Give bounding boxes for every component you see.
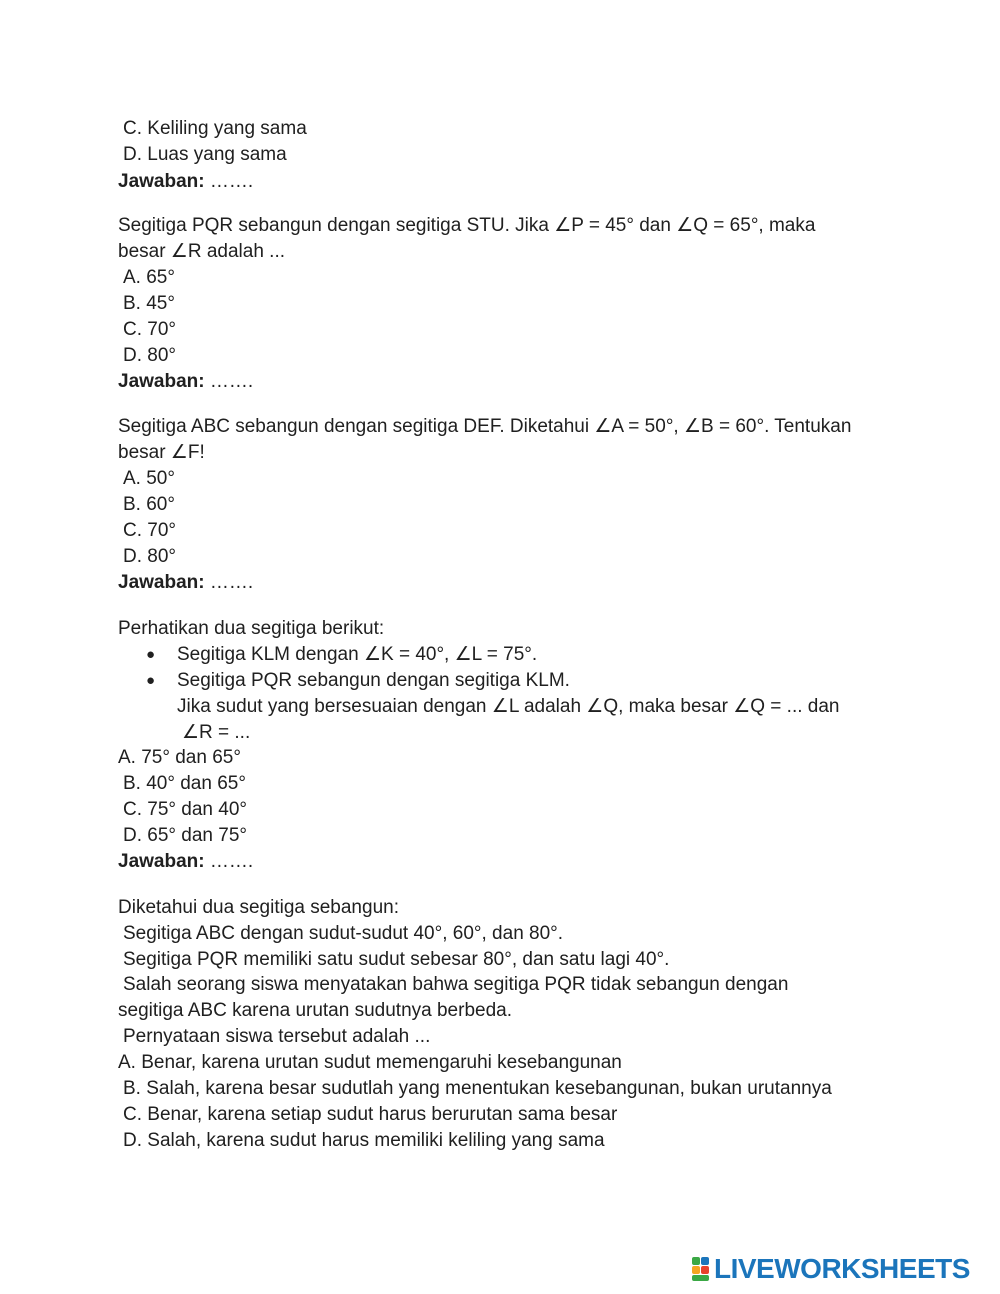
q5-line-2: Segitiga PQR memiliki satu sudut sebesar 80°, dan satu lagi 40°. <box>123 949 670 970</box>
answer-label: Jawaban: <box>118 171 205 192</box>
q3-option-b: B. 60° <box>123 494 175 515</box>
q2-option-c: C. 70° <box>123 319 177 340</box>
q3-option-d: D. 80° <box>123 546 177 567</box>
q1-option-d: D. Luas yang sama <box>123 144 287 165</box>
q4-bullet-2: Segitiga PQR sebangun dengan segitiga KLM. <box>177 670 570 691</box>
q3-answer <box>118 570 253 596</box>
q3-text-line-1: Segitiga ABC sebangun dengan segitiga DEF. Diketahui ∠A = 50°, ∠B = 60°. Tentukan <box>118 416 852 437</box>
liveworksheets-logo <box>692 1254 970 1284</box>
q3-text-line-2: besar ∠F! <box>118 442 205 463</box>
q5-line-3: Salah seorang siswa menyatakan bahwa segitiga PQR tidak sebangun dengan <box>123 974 789 995</box>
q5-option-b: B. Salah, karena besar sudutlah yang menentukan kesebangunan, bukan urutannya <box>123 1078 832 1099</box>
q2-text-line-2: besar ∠R adalah ... <box>118 241 286 262</box>
q3-option-c: C. 70° <box>123 520 177 541</box>
q2-text-line-1: Segitiga PQR sebangun dengan segitiga STU. Jika ∠P = 45° dan ∠Q = 65°, maka <box>118 215 816 236</box>
bullet-icon: ● <box>146 646 156 663</box>
q2-option-a: A. 65° <box>123 267 175 288</box>
q5-option-a: A. Benar, karena urutan sudut memengaruhi kesebangunan <box>118 1052 622 1073</box>
q5-option-d: D. Salah, karena sudut harus memiliki keliling yang sama <box>123 1130 605 1151</box>
answer-blank[interactable]: ……. <box>204 851 254 872</box>
q5-option-c: C. Benar, karena setiap sudut harus berurutan sama besar <box>123 1104 618 1125</box>
answer-blank[interactable]: ……. <box>204 171 254 192</box>
answer-label: Jawaban: <box>118 851 205 872</box>
liveworksheets-logo-icon <box>692 1256 710 1282</box>
answer-label: Jawaban: <box>118 371 205 392</box>
answer-label: Jawaban: <box>118 572 205 593</box>
q5-line-3-cont: segitiga ABC karena urutan sudutnya berbeda. <box>118 1000 512 1021</box>
q4-answer <box>118 849 253 875</box>
q5-intro: Diketahui dua segitiga sebangun: <box>118 897 399 918</box>
bullet-icon: ● <box>146 672 156 689</box>
q4-option-b: B. 40° dan 65° <box>123 773 246 794</box>
q5-line-1: Segitiga ABC dengan sudut-sudut 40°, 60°, dan 80°. <box>123 923 564 944</box>
q5-question: Pernyataan siswa tersebut adalah ... <box>123 1026 431 1047</box>
q2-answer <box>118 369 253 395</box>
q4-sub-line-1: Jika sudut yang bersesuaian dengan ∠L adalah ∠Q, maka besar ∠Q = ... dan <box>177 696 840 717</box>
q4-option-d: D. 65° dan 75° <box>123 825 248 846</box>
q1-answer <box>118 169 253 195</box>
q2-option-d: D. 80° <box>123 345 177 366</box>
q4-sub-line-2: ∠R = ... <box>182 722 251 743</box>
answer-blank[interactable]: ……. <box>204 572 254 593</box>
q4-option-a: A. 75° dan 65° <box>118 747 241 768</box>
q4-bullet-1: Segitiga KLM dengan ∠K = 40°, ∠L = 75°. <box>177 644 538 665</box>
answer-blank[interactable]: ……. <box>204 371 254 392</box>
q1-option-c: C. Keliling yang sama <box>123 118 307 139</box>
q2-option-b: B. 45° <box>123 293 175 314</box>
brand-name: LIVEWORKSHEETS <box>714 1253 970 1284</box>
q4-option-c: C. 75° dan 40° <box>123 799 248 820</box>
q4-intro: Perhatikan dua segitiga berikut: <box>118 618 385 639</box>
q3-option-a: A. 50° <box>123 468 175 489</box>
